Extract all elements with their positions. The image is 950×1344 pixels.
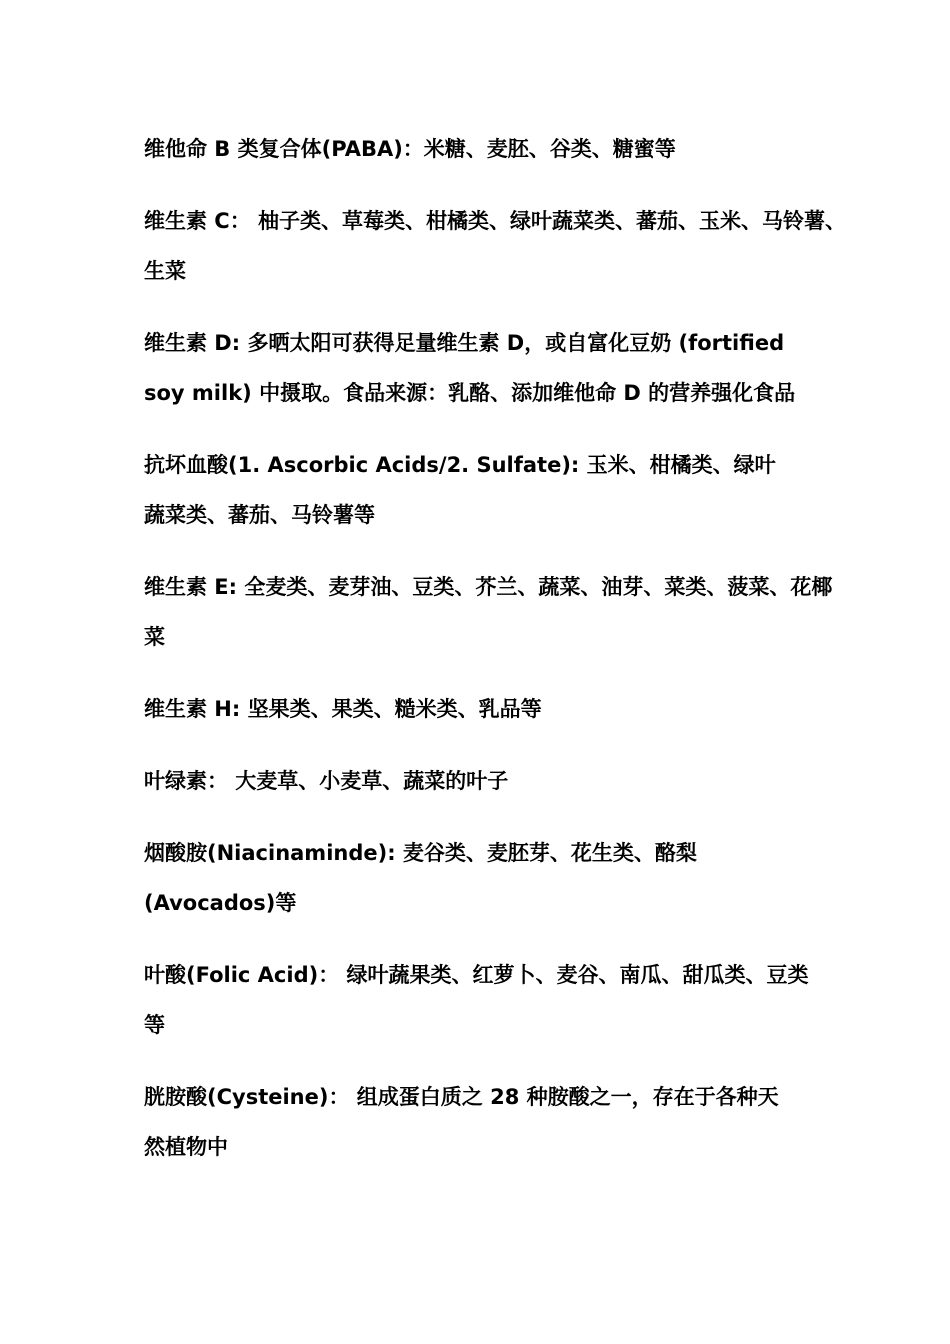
text-line: 菜 xyxy=(144,625,165,649)
text-line: 维他命 B 类复合体(PABA)：米糖、麦胚、谷类、糖蜜等 xyxy=(144,137,676,161)
paragraph-niacinamide xyxy=(144,828,820,928)
text-line: 然植物中 xyxy=(144,1135,228,1159)
text-line: 抗坏血酸(1. Ascorbic Acids/2. Sulfate): 玉米、柑橘类、绿叶 xyxy=(144,453,776,477)
text-line: 等 xyxy=(144,1013,165,1037)
text-line: 叶酸(Folic Acid)： 绿叶蔬果类、红萝卜、麦谷、南瓜、甜瓜类、豆类 xyxy=(144,963,809,987)
text-line: 维生素 E: 全麦类、麦芽油、豆类、芥兰、蔬菜、油芽、菜类、菠菜、花椰 xyxy=(144,575,833,599)
paragraph-chlorophyll xyxy=(144,756,820,806)
text-line: 蔬菜类、蕃茄、马铃薯等 xyxy=(144,503,375,527)
text-line: soy milk) 中摄取。食品来源：乳酪、添加维他命 D 的营养强化食品 xyxy=(144,381,796,405)
paragraph-vitamin-d xyxy=(144,318,820,418)
paragraph-vitamin-c xyxy=(144,196,847,296)
text-line: 烟酸胺(Niacinaminde): 麦谷类、麦胚芽、花生类、酪梨 xyxy=(144,841,697,865)
paragraph-paba xyxy=(144,124,820,174)
text-line: 生菜 xyxy=(144,259,186,283)
text-line: (Avocados)等 xyxy=(144,891,297,915)
paragraph-vitamin-e xyxy=(144,562,833,662)
text-line: 叶绿素： 大麦草、小麦草、蔬菜的叶子 xyxy=(144,769,509,793)
paragraph-folic-acid xyxy=(144,950,820,1050)
document-body xyxy=(144,124,847,1194)
paragraph-cysteine xyxy=(144,1072,820,1172)
paragraph-ascorbic-acid xyxy=(144,440,820,540)
text-line: 维生素 D: 多晒太阳可获得足量维生素 D，或自富化豆奶 (fortified xyxy=(144,331,785,355)
text-line: 维生素 H: 坚果类、果类、糙米类、乳品等 xyxy=(144,697,542,721)
text-line: 维生素 C： 柚子类、草莓类、柑橘类、绿叶蔬菜类、蕃茄、玉米、马铃薯、 xyxy=(144,209,847,233)
paragraph-vitamin-h xyxy=(144,684,820,734)
text-line: 胱胺酸(Cysteine)： 组成蛋白质之 28 种胺酸之一，存在于各种天 xyxy=(144,1085,779,1109)
